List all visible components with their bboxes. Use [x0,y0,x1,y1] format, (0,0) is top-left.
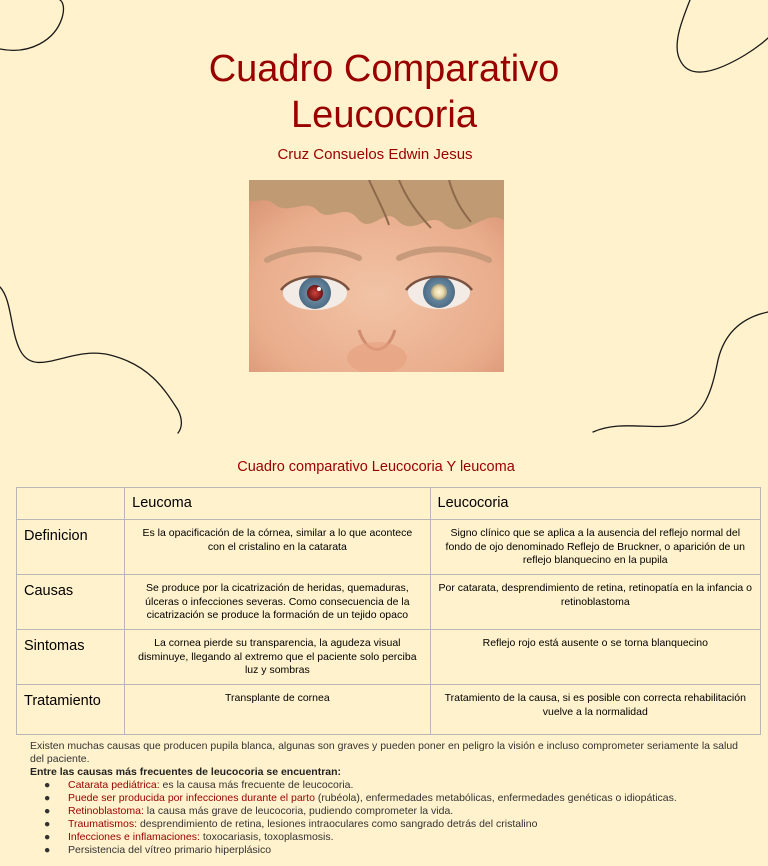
list-item [30,831,750,844]
header-cell-leucoma: Leucoma [125,488,430,520]
notes-heading: Entre las causas más frecuentes de leucocoria se encuentran: [30,766,342,778]
cell-leucocoria-tratamiento: Tratamiento de la causa, si es posible con correcta rehabilitación vuelve a la normalidad [430,685,760,735]
row-label-causas: Causas [17,575,125,630]
bullet-icon: ● [44,818,51,830]
bullet-icon: ● [44,779,51,791]
page-title [0,46,768,138]
list-item-text: (rubéola), enfermedades metabólicas, enfermedades genéticas o idiopáticas. [314,792,677,804]
list-item [30,779,750,792]
row-label-tratamiento: Tratamiento [17,685,125,735]
child-eyes-photo [249,180,504,372]
list-item-term: Catarata pediátrica: [68,779,160,791]
list-item-text: la causa más grave de leucocoria, pudiendo comprometer la vida. [143,805,454,817]
bullet-icon: ● [44,792,51,804]
list-item-text: toxocariasis, toxoplasmosis. [199,831,334,843]
list-item-term: Retinoblastoma: [68,805,144,817]
cell-leucoma-causas: Se produce por la cicatrización de heridas, quemaduras, úlceras o infecciones severas. Como consecuencia de la cicatrización se produce la formación de un tejido opaco [125,575,430,630]
comparison-table [16,487,761,735]
header-cell-leucocoria: Leucocoria [430,488,760,520]
notes-section [30,740,750,857]
title-line-2: Leucocoria [291,94,477,136]
header-cell-empty [17,488,125,520]
table-row [17,520,761,575]
table-row [17,575,761,630]
table-row [17,685,761,735]
cell-leucocoria-causas: Por catarata, desprendimiento de retina, retinopatía en la infancia o retinoblastoma [430,575,760,630]
cell-leucocoria-sintomas: Reflejo rojo está ausente o se torna blanquecino [430,630,760,685]
list-item-term: Puede ser producida por infecciones durante el parto [68,792,315,804]
list-item-text: desprendimiento de retina, lesiones intraoculares como sangrado detrás del cristalino [137,818,538,830]
cell-leucocoria-definicion: Signo clínico que se aplica a la ausencia del reflejo normal del fondo de ojo denominado Reflejo de Bruckner, o aparición de un reflejo blanquecino en la pupila [430,520,760,575]
cell-leucoma-tratamiento: Transplante de cornea [125,685,430,735]
cell-leucoma-sintomas: La cornea pierde su transparencia, la agudeza visual disminuye, llegando al extremo que el paciente solo perciba luz y sombras [125,630,430,685]
list-item-text: Persistencia del vítreo primario hiperplásico [68,844,272,856]
table-caption: Cuadro comparativo Leucocoria Y leucoma [237,459,515,475]
curve-right [593,312,768,432]
curve-top-left [0,0,63,50]
row-label-definicion: Definicion [17,520,125,575]
notes-intro: Existen muchas causas que producen pupila blanca, algunas son graves y pueden poner en peligro la visión e incluso comprometer seriamente la salud del paciente. [30,740,739,765]
list-item [30,792,750,805]
bullet-icon: ● [44,844,51,856]
title-line-1: Cuadro Comparativo [208,48,560,90]
row-label-sintomas: Sintomas [17,630,125,685]
list-item [30,844,750,857]
list-item [30,805,750,818]
list-item-term: Infecciones e inflamaciones: [68,831,200,843]
curve-left [0,287,181,433]
cell-leucoma-definicion: Es la opacificación de la córnea, similar a lo que acontece con el cristalino en la catarata [125,520,430,575]
causes-list [30,779,750,857]
list-item-text: es la causa más frecuente de leucocoria. [159,779,354,791]
bullet-icon: ● [44,831,51,843]
list-item-term: Traumatismos: [68,818,138,830]
table-header-row [17,488,761,520]
table-row [17,630,761,685]
author-name: Cruz Consuelos Edwin Jesus [277,146,473,163]
bullet-icon: ● [44,805,51,817]
list-item [30,818,750,831]
